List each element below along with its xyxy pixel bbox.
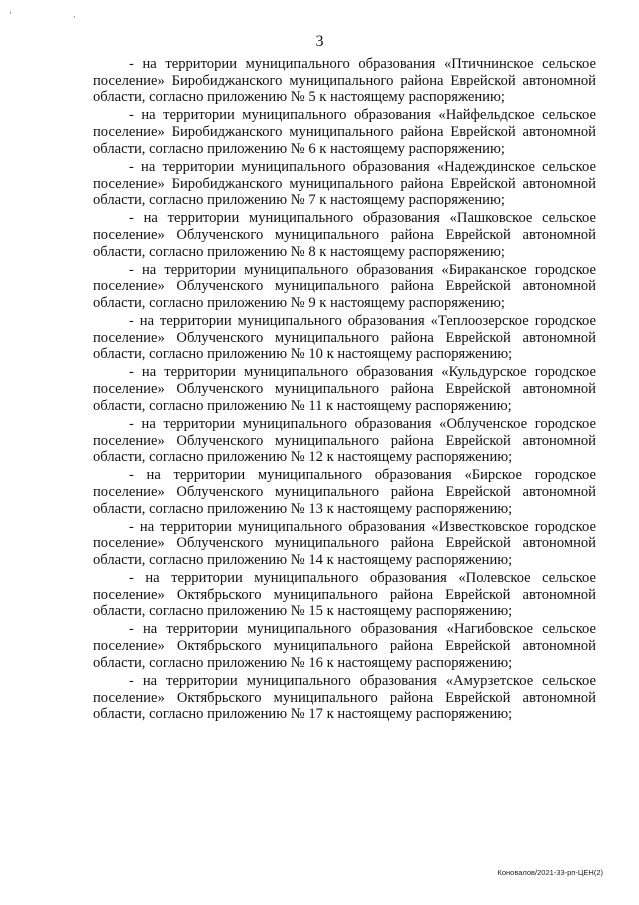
list-item: - на территории муниципального образования «Пашковское сельское поселение» Облученского муниципального района Еврейской автономной области, согласно приложению № 8 к настоящему распоряжению; xyxy=(93,210,596,260)
list-item: - на территории муниципального образования «Найфельдское сельское поселение» Биробиджанского муниципального района Еврейской автономной области, согласно приложению № 6 к настоящему распоряжению; xyxy=(93,107,596,157)
page-number: 3 xyxy=(315,33,324,50)
list-item: - на территории муниципального образования «Полевское сельское поселение» Октябрьского муниципального района Еврейской автономной области, согласно приложению № 15 к настоящему распоряжению; xyxy=(93,570,596,620)
list-item: - на территории муниципального образования «Бираканское городское поселение» Облученского муниципального района Еврейской автономной области, согласно приложению № 9 к настоящему распоряжению; xyxy=(93,261,596,312)
footer-reference: Коновалов/2021-33-рп-ЦЕН(2) xyxy=(497,868,603,877)
list-item: - на территории муниципального образования «Амурзетское сельское поселение» Октябрьского муниципального района Еврейской автономной области, согласно приложению № 17 к настоящему распоряжению; xyxy=(93,672,596,723)
list-item: - на территории муниципального образования «Теплоозерское городское поселение» Облученского муниципального района Еврейской автономной области, согласно приложению № 10 к настоящему распоряжению; xyxy=(93,313,596,363)
list-item: - на территории муниципального образования «Облученское городское поселение» Облученского муниципального района Еврейской автономной области, согласно приложению № 12 к настоящему распоряжению; xyxy=(93,415,596,466)
list-item: - на территории муниципального образования «Надеждинское сельское поселение» Биробиджанского муниципального района Еврейской автономной области, согласно приложению № 7 к настоящему распоряжению; xyxy=(93,158,596,209)
scan-corner-marks: ' , xyxy=(10,12,106,19)
list-item: - на территории муниципального образования «Птичнинское сельское поселение» Биробиджанского муниципального района Еврейской автономной области, согласно приложению № 5 к настоящему распоряжению; xyxy=(93,56,596,106)
document-body xyxy=(93,56,596,724)
list-item: - на территории муниципального образования «Нагибовское сельское поселение» Октябрьского муниципального района Еврейской автономной области, согласно приложению № 16 к настоящему распоряжению; xyxy=(93,621,596,671)
list-item: - на территории муниципального образования «Кульдурское городское поселение» Облученского муниципального района Еврейской автономной области, согласно приложению № 11 к настоящему распоряжению; xyxy=(93,364,596,414)
list-item: - на территории муниципального образования «Бирское городское поселение» Облученского муниципального района Еврейской автономной области, согласно приложению № 13 к настоящему распоряжению; xyxy=(93,467,596,517)
list-item: - на территории муниципального образования «Известковское городское поселение» Облученского муниципального района Еврейской автономной области, согласно приложению № 14 к настоящему распоряжению; xyxy=(93,518,596,569)
